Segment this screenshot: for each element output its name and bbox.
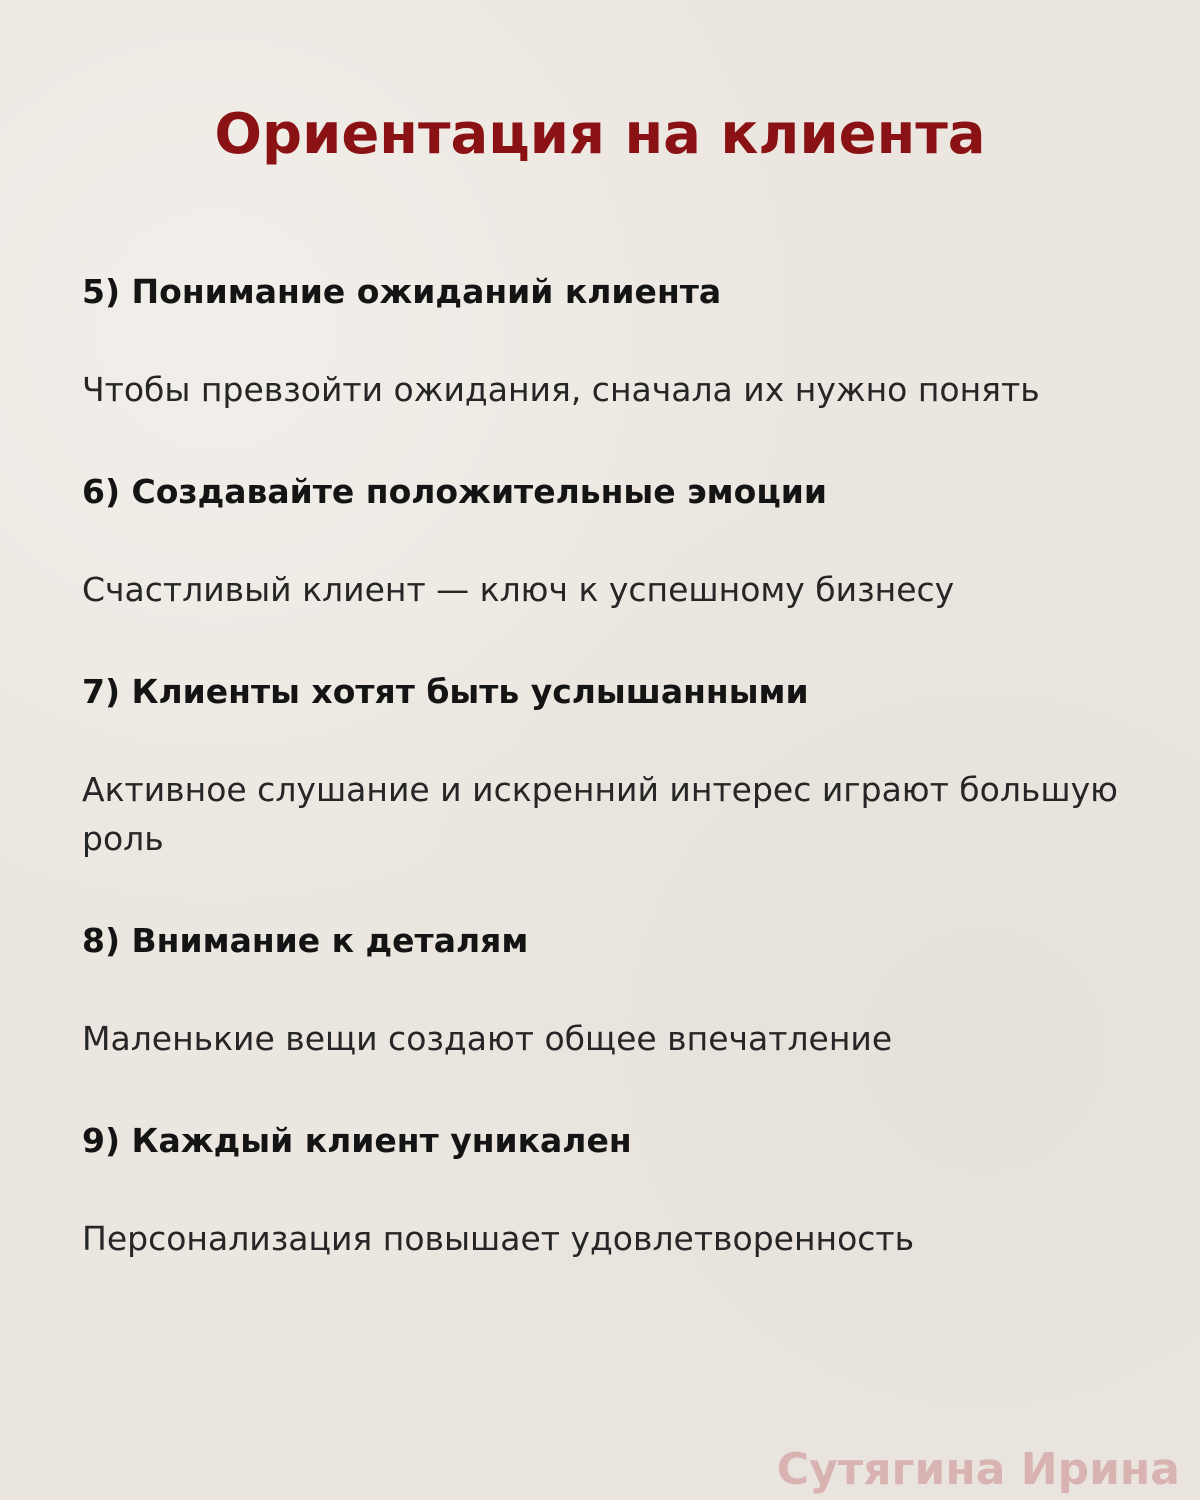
tip-text: Чтобы превзойти ожидания, сначала их нужно понять [82, 370, 1040, 409]
tip-heading: 7) Клиенты хотят быть услышанными [82, 672, 809, 711]
tip-text: Персонализация повышает удовлетворенность [82, 1219, 915, 1258]
tip-heading: 8) Внимание к деталям [82, 921, 529, 960]
tip-heading: 5) Понимание ожиданий клиента [82, 272, 722, 311]
tip-text: Маленькие вещи создают общее впечатление [82, 1019, 893, 1058]
tip-text: Активное слушание и искренний интерес играют большую роль [82, 770, 1118, 858]
tips-list [82, 262, 1142, 1311]
list-item [82, 911, 1142, 1063]
tip-heading: 6) Создавайте положительные эмоции [82, 472, 828, 511]
list-item [82, 662, 1142, 863]
list-item [82, 462, 1142, 614]
page-title: Ориентация на клиента [214, 102, 986, 167]
list-item [82, 1111, 1142, 1263]
list-item [82, 262, 1142, 414]
tip-text: Счастливый клиент — ключ к успешному бизнесу [82, 570, 955, 609]
tip-heading: 9) Каждый клиент уникален [82, 1121, 632, 1160]
author-watermark: Сутягина Ирина [776, 1444, 1180, 1495]
